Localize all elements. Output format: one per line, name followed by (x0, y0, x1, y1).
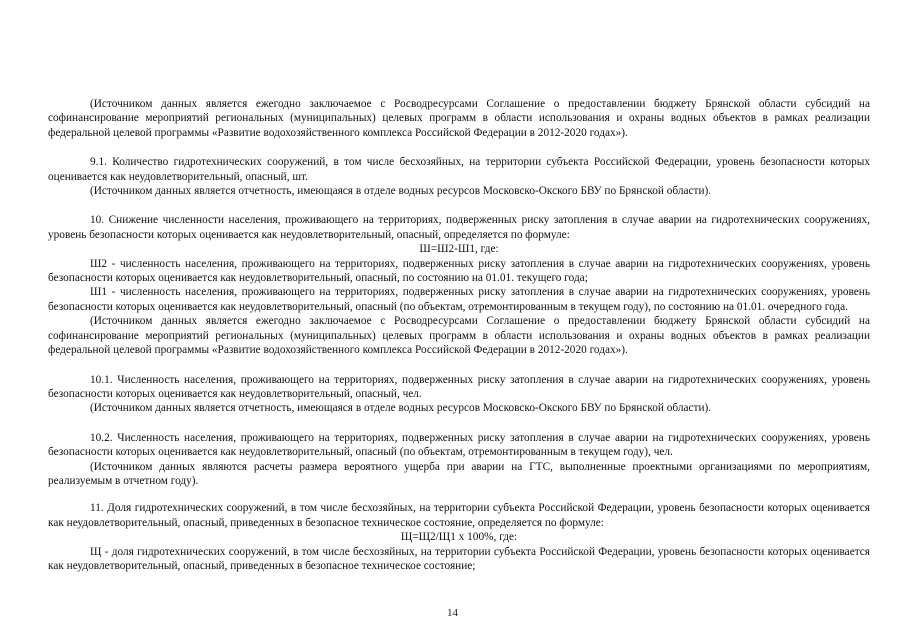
definition-sh2: Ш2 - численность населения, проживающего на территориях, подверженных риску затопления в случае аварии на гидротехнических сооружениях, уровень безопасности которых оценивается как неудовлетворительный, опасный, по состоянию на 01.01. текущего года; (48, 257, 870, 285)
item-10-paragraph: 10. Снижение численности населения, проживающего на территориях, подверженных риску затопления в случае аварии на гидротехнических сооружениях, уровень безопасности которых оценивается как неудовлетворительный, опасный, определяется по формуле: (48, 214, 870, 241)
item-10-1-paragraph: 10.1. Численность населения, проживающего на территориях, подверженных риску затопления в случае аварии на гидротехнических сооружениях, уровень безопасности которых оценивается как неудовлетворительный, опасный, чел. (48, 373, 870, 400)
source-note-paragraph: (Источником данных является отчетность, имеющаяся в отделе водных ресурсов Московско-Окского БВУ по Брянской области). (90, 402, 712, 415)
definition-shch: Щ - доля гидротехнических сооружений, в том числе бесхозяйных, на территории субъекта Российской Федерации, уровень безопасности которых оценивается как неудовлетворительный, опасный, приведенных в безопасное техническое состояние; (48, 545, 870, 572)
formula-sh: Ш=Ш2-Ш1, где: (419, 243, 499, 256)
source-note-paragraph: (Источником данных является ежегодно заключаемое с Росводресурсами Соглашение о предоставлении бюджету Брянской области субсидий на софинансирование мероприятий региональных (муниципальных) целевых программ в области использования и охраны водных объектов в рамках реализации федеральной целевой программы «Развитие водохозяйственного комплекса Российской Федерации в 2012-2020 годах»). (48, 315, 870, 357)
formula-shch: Щ=Щ2/Щ1 х 100%, где: (400, 531, 518, 544)
source-note-paragraph: (Источником данных являются расчеты размера вероятного ущерба при аварии на ГТС, выполненные проектными организациями по мероприятиям, реализуемым в отчетном году). (48, 460, 870, 487)
item-10-2-paragraph: 10.2. Численность населения, проживающего на территориях, подверженных риску затопления в случае аварии на гидротехнических сооружениях, уровень безопасности которых оценивается как неудовлетворительный, опасный (по объектам, отремонтированным в текущем году), чел. (48, 431, 870, 459)
document-page (48, 97, 870, 573)
source-note-paragraph: (Источником данных является отчетность, имеющаяся в отделе водных ресурсов Московско-Окского БВУ по Брянской области). (90, 185, 712, 198)
definition-sh1: Ш1 - численность населения, проживающего на территориях, подверженных риску затопления в случае аварии на гидротехнических сооружениях, уровень безопасности которых оценивается как неудовлетворительный, опасный (по объектам, отремонтированным в текущем году), по состоянию на 01.01. очередного года. (48, 286, 870, 313)
item-11-paragraph: 11. Доля гидротехнических сооружений, в том числе бесхозяйных, на территории субъекта Российской Федерации, уровень безопасности которых оценивается как неудовлетворительный, опасный, приведенных в безопасное техническое состояние, определяется по формуле: (48, 502, 870, 529)
page-number: 14 (447, 607, 458, 619)
item-9-1-paragraph: 9.1. Количество гидротехнических сооружений, в том числе бесхозяйных, на территории субъекта Российской Федерации, уровень безопасности которых оценивается как неудовлетворительный, опасный, шт. (48, 156, 870, 183)
source-note-paragraph: (Источником данных является ежегодно заключаемое с Росводресурсами Соглашение о предоставлении бюджету Брянской области субсидий на софинансирование мероприятий региональных (муниципальных) целевых программ в области использования и охраны водных объектов в рамках реализации федеральной целевой программы «Развитие водохозяйственного комплекса Российской Федерации в 2012-2020 годах»). (48, 98, 870, 139)
